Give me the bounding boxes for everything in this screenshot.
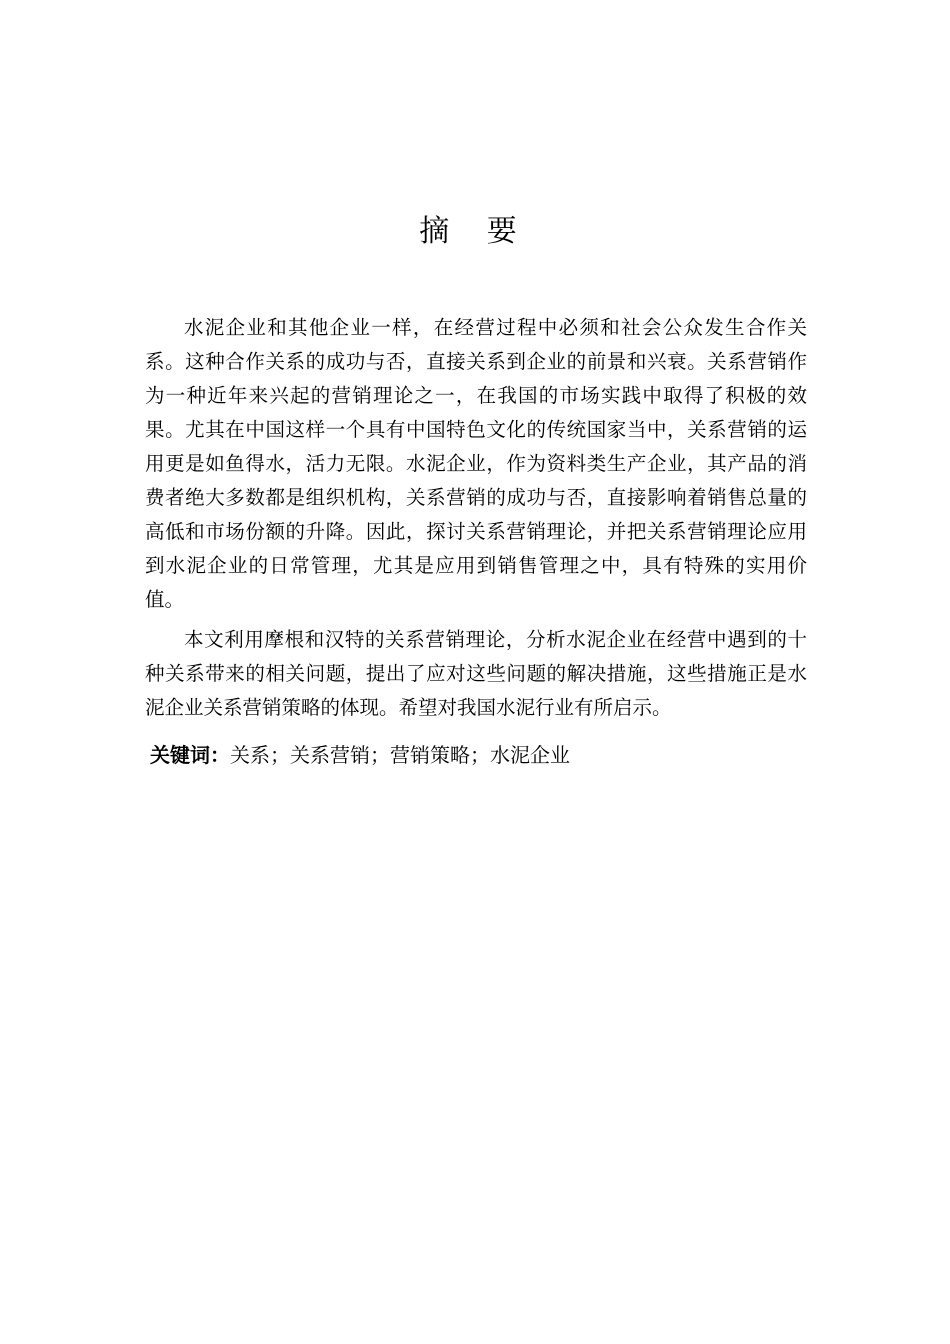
keywords-label: 关键词： bbox=[150, 743, 230, 767]
keywords-line bbox=[150, 738, 810, 772]
abstract-paragraph-1: 水泥企业和其他企业一样，在经营过程中必须和社会公众发生合作关系。这种合作关系的成功与否，直接关系到企业的前景和兴衰。关系营销作为一种近年来兴起的营销理论之一，在我国的市场实践中取得了积极的效果。尤其在中国这样一个具有中国特色文化的传统国家当中，关系营销的运用更是如鱼得水，活力无限。水泥企业，作为资料类生产企业，其产品的消费者绝大多数都是组织机构，关系营销的成功与否，直接影响着销售总量的高低和市场份额的升降。因此，探讨关系营销理论，并把关系营销理论应用到水泥企业的日常管理，尤其是应用到销售管理之中，具有特殊的实用价值。 bbox=[145, 316, 807, 611]
abstract-paragraph-2: 本文利用摩根和汉特的关系营销理论，分析水泥企业在经营中遇到的十种关系带来的相关问题，提出了应对这些问题的解决措施，这些措施正是水泥企业关系营销策略的体现。希望对我国水泥行业有所启示。 bbox=[145, 628, 807, 719]
keywords-value: 关系；关系营销；营销策略；水泥企业 bbox=[230, 743, 570, 767]
abstract-title: 摘 要 bbox=[419, 214, 531, 249]
abstract-body bbox=[145, 311, 807, 725]
